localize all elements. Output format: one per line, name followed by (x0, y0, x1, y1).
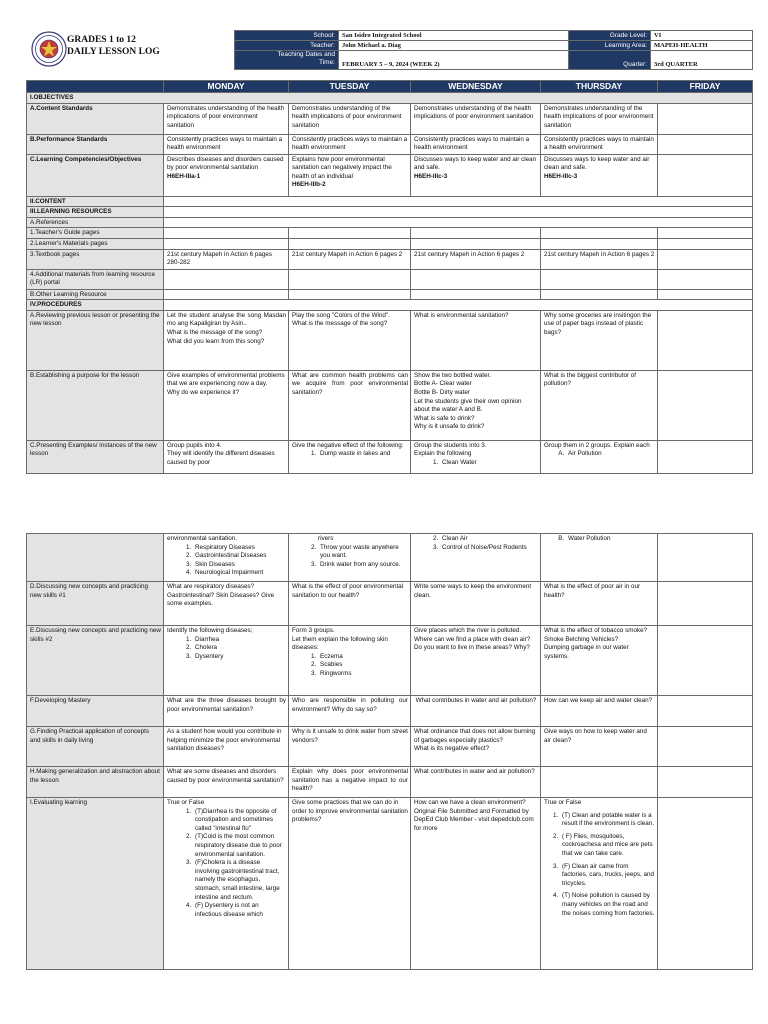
presenting-thu-list-cont: B. Water Pollution (544, 535, 655, 544)
row-label-practical: G.Finding Practical application of concepts and skills in daily living (27, 727, 164, 767)
presenting-mon: Group pupils into 4. They will identify the different diseases caused by poor (164, 440, 289, 473)
generalization-wed: What contributes in water and air pollution? (411, 767, 541, 798)
review-tue: Play the song "Colors of the Wind". What is the message of the song? (289, 310, 411, 370)
discussing2-wed: Give places which the river is polluted. Where can we find a place with clean air? Do you want to live in these areas? Why? (411, 626, 541, 696)
discussing1-tue: What is the effect of poor environmental sanitation to our health? (289, 582, 411, 626)
lesson-table-page-2 (26, 533, 753, 970)
presenting-tue-list-cont: 2. Throw your waste anywhere you want. 3. Drink water from any source. (292, 544, 408, 570)
section-procedures: IV.PROCEDURES (27, 300, 164, 311)
table-row (27, 696, 753, 727)
day-tuesday: TUESDAY (289, 81, 411, 93)
table-row (27, 103, 753, 134)
row-label-presenting-cont (27, 534, 164, 582)
competencies-wed: Discusses ways to keep water and air clean and safe. H6EH-IIIc-3 (411, 154, 541, 196)
dates-value: FEBRUARY 5 – 9, 2024 (WEEK 2) (339, 51, 569, 70)
day-header-row (27, 81, 753, 93)
content-standards-fri (658, 103, 753, 134)
mastery-thu: How can we keep air and water clean? (541, 696, 658, 727)
school-value: San Isidro Integrated School (339, 31, 569, 41)
performance-standards-wed: Consistently practices ways to maintain a health environment (411, 134, 541, 154)
content-standards-thu: Demonstrates understanding of the health implications of poor environment sanitation (541, 103, 658, 134)
presenting-wed-cont (411, 534, 541, 582)
review-wed: What is environmental sanitation? (411, 310, 541, 370)
purpose-fri (658, 370, 753, 440)
row-label-discussing1: D.Discussing new concepts and practicing new skills #1 (27, 582, 164, 626)
table-row (27, 289, 753, 300)
competencies-tue: Explains how poor environmental sanitation can negatively impact the health of an individual H6EH-IIIb-2 (289, 154, 411, 196)
presenting-tue-list: 1. Dump waste in lakes and (292, 450, 408, 459)
table-row (27, 249, 753, 269)
table-row (27, 798, 753, 970)
presenting-tue-cont: rivers 2. Throw your waste anywhere you want. 3. Drink water from any source. (289, 534, 411, 582)
table-row (27, 154, 753, 196)
title-line-2: DAILY LESSON LOG (67, 47, 160, 57)
competencies-fri (658, 154, 753, 196)
row-label-presenting: C.Presenting Examples/ instances of the new lesson (27, 440, 164, 473)
table-row (27, 310, 753, 370)
table-row (27, 626, 753, 696)
table-row (27, 300, 753, 311)
presenting-thu-list: A. Air Pollution (544, 450, 655, 459)
evaluating-wed: How can we have a clean environment? Original File Submitted and Formatted by DepEd Club Member - visit depedclub.com for more (411, 798, 541, 970)
presenting-thu-cont (541, 534, 658, 582)
row-label-additional: 4.Additional materials from learning resource (LR) portal (27, 269, 164, 289)
grade-label: Grade Level: (569, 31, 651, 41)
row-label-evaluating: I.Evaluating learning (27, 798, 164, 970)
table-row (27, 727, 753, 767)
row-label-mastery: F.Developing Mastery (27, 696, 164, 727)
presenting-wed: Group the students into 3. Explain the following 1. Clean Water (411, 440, 541, 473)
presenting-mon-list: 1. Respiratory Diseases 2. Gastrointestinal Diseases 3. Skin Diseases 4. Neurological Impairment (167, 544, 286, 578)
procedures-cell (164, 300, 753, 311)
textbook-tue: 21st century Mapeh in Action 6 pages 2 (289, 249, 411, 269)
deped-seal-icon (31, 31, 67, 67)
presenting-mon-cont: environmental sanitation. 1. Respiratory Diseases 2. Gastrointestinal Diseases 3. Skin Diseases 4. Neurological Impairment (164, 534, 289, 582)
discussing1-thu: What is the effect of poor air in our health? (541, 582, 658, 626)
discussing2-tue-list: 1. Eczema 2. Scabies 3. Ringworms (292, 653, 408, 679)
evaluating-thu: True or False 1. (T) Clean and potable water is a result if the environment is clean. 2. ( F) Flies, mosquitoes, cockroachesa and mice are pets that we can take care. 3. (F) Clean air came from factories, cars, trucks, jeeps, and tricycles. 4. (T) Noise pollution is caused by many vehicles on the road and the noises coming from factories. (541, 798, 658, 970)
info-table (234, 30, 753, 70)
quarter-label: Quarter: (569, 51, 651, 70)
evaluating-tue: Give some practices that we can do in order to improve environmental sanitation problems? (289, 798, 411, 970)
references-cell (164, 217, 753, 228)
quarter-value: 3rd QUARTER (651, 51, 753, 70)
row-label-teacher-guide: 1.Teacher's Guide pages (27, 228, 164, 239)
table-row (27, 269, 753, 289)
form-title (67, 34, 160, 58)
day-monday: MONDAY (164, 81, 289, 93)
presenting-thu: Group them in 2 groups. Explain each A. Air Pollution (541, 440, 658, 473)
section-objectives: I.OBJECTIVES (27, 93, 753, 104)
teacher-value: John Michael a. Diag (339, 41, 569, 51)
section-content: II.CONTENT (27, 196, 164, 207)
row-label-content-standards: A.Content Standards (27, 103, 164, 134)
evaluating-thu-list: 1. (T) Clean and potable water is a result if the environment is clean. 2. ( F) Flies, mosquitoes, cockroachesa and mice are pets that we can take care. 3. (F) Clean air came from factories, cars, trucks, jeeps, and tricycles. 4. (T) Noise pollution is caused by many vehicles on the road and the noises coming from factories. (544, 812, 655, 919)
table-row (27, 370, 753, 440)
evaluating-mon: True or False 1. (T)Diarrhea is the opposite of constipation and sometimes called "intestinal flu" 2. (T)Cold is the most common respiratory disease due to poor environmental sanitation. 3. (F)Cholera is a disease involving gastrointestinal tract, namely the esophagus, stomach, small intestine, large intestine and rectum. 4. (F) Dysentery is not an infectious disease which (164, 798, 289, 970)
performance-standards-fri (658, 134, 753, 154)
section-resources: III.LEARNING RESOURCES (27, 207, 164, 218)
corner-cell (27, 81, 164, 93)
review-mon: Let the student analyse the song Masdan mo ang Kapaligiran by Asin.. What is the message of the song? What did you learn from this song? (164, 310, 289, 370)
area-label: Learning Area: (569, 41, 651, 51)
grade-value: VI (651, 31, 753, 41)
review-thu: Why some groceries are insitingon the use of paper bags instead of plastic bags? (541, 310, 658, 370)
discussing2-mon: Identify the following diseases; 1. Diarrhea 2. Cholera 3. Dysentery (164, 626, 289, 696)
area-value: MAPEH-HEALTH (651, 41, 753, 51)
practical-wed: What ordinance that does not allow burning of garbages especially plastics? What is its negative effect? (411, 727, 541, 767)
textbook-fri (658, 249, 753, 269)
purpose-tue: What are common health problems can we acquire from poor environmental sanitation? (289, 370, 411, 440)
presenting-tue: Give the negative effect of the following: 1. Dump waste in lakes and (289, 440, 411, 473)
content-standards-tue: Demonstrates understanding of the health implications of poor environment sanitation (289, 103, 411, 134)
discussing2-mon-list: 1. Diarrhea 2. Cholera 3. Dysentery (167, 636, 286, 662)
content-standards-wed: Demonstrates understanding of the health implications of poor environment sanitation (411, 103, 541, 134)
row-label-purpose: B.Establishing a purpose for the lesson (27, 370, 164, 440)
day-wednesday: WEDNESDAY (411, 81, 541, 93)
table-row (27, 134, 753, 154)
presenting-fri (658, 440, 753, 473)
discussing2-thu: What is the effect of tobacco smoke? Smoke Belching Vehicles? Dumping garbage in our water systems. (541, 626, 658, 696)
day-thursday: THURSDAY (541, 81, 658, 93)
row-label-other-resource: B.Other Learning Resource (27, 289, 164, 300)
purpose-thu: What is the biggest contributor of pollution? (541, 370, 658, 440)
table-row (27, 440, 753, 473)
table-row (27, 238, 753, 249)
dates-label: Teaching Dates and Time: (235, 51, 339, 70)
mastery-wed: What contributes in water and air pollution? (411, 696, 541, 727)
content-cell (164, 196, 753, 207)
competencies-mon: Describes diseases and disorders caused by poor environmental sanitation H6EH-IIIa-1 (164, 154, 289, 196)
school-label: School: (235, 31, 339, 41)
practical-tue: Why is it unsafe to drink water from street vendors? (289, 727, 411, 767)
table-row (27, 228, 753, 239)
discussing2-tue: Form 3 groups. Let them explain the following skin diseases: 1. Eczema 2. Scabies 3. Ringworms (289, 626, 411, 696)
table-row (27, 217, 753, 228)
row-label-competencies: C.Learning Competencies/Objectives (27, 154, 164, 196)
practical-thu: Give ways on how to keep water and air clean? (541, 727, 658, 767)
discussing1-mon: What are respiratory diseases? Gastrointestinal? Skin Diseases? Give some examples. (164, 582, 289, 626)
evaluating-mon-list: 1. (T)Diarrhea is the opposite of constipation and sometimes called "intestinal flu" 2. (T)Cold is the most common respiratory disease due to poor environmental sanitation. 3. (F)Cholera is a disease involving gastrointestinal tract, namely the esophagus, stomach, small intestine, large intestine and rectum. 4. (F) Dysentery is not an infectious disease which (167, 808, 286, 920)
document-header (26, 30, 752, 70)
table-row (27, 534, 753, 582)
textbook-wed: 21st century Mapeh in Action 6 pages 2 (411, 249, 541, 269)
table-row (27, 582, 753, 626)
day-friday: FRIDAY (658, 81, 753, 93)
discussing1-wed: Write some ways to keep the environment clean. (411, 582, 541, 626)
row-label-textbook: 3.Textbook pages (27, 249, 164, 269)
generalization-tue: Explain why does poor environmental sanitation has a negative impact to our health? (289, 767, 411, 798)
presenting-wed-list: 1. Clean Water (414, 459, 538, 468)
title-line-1: GRADES 1 to 12 (67, 35, 136, 45)
row-label-discussing2: E.Discussing new concepts and practicing new skills #2 (27, 626, 164, 696)
resources-cell (164, 207, 753, 218)
mastery-tue: Who are responsible in polluting our environment? Why do say so? (289, 696, 411, 727)
performance-standards-thu: Consistently practices ways to maintain a health environment (541, 134, 658, 154)
row-label-references: A.References (27, 217, 164, 228)
presenting-wed-list-cont: 2. Clean Air 3. Control of Noise/Pest Rodents (414, 535, 538, 552)
table-row (27, 207, 753, 218)
textbook-thu: 21st century Mapeh in Action 6 pages 2 (541, 249, 658, 269)
row-label-performance-standards: B.Performance Standards (27, 134, 164, 154)
performance-standards-tue: Consistently practices ways to maintain a health environment (289, 134, 411, 154)
purpose-mon: Give examples of environmental problems that we are experiencing now a day. Why do we experience it? (164, 370, 289, 440)
teacher-label: Teacher: (235, 41, 339, 51)
purpose-wed: Show the two bottled water. Bottle A- Clear water Bottle B- Dirty water Let the students give their own opinion about the water A and B. What is safe to drink? Why is it unsafe to drink? (411, 370, 541, 440)
performance-standards-mon: Consistently practices ways to maintain a health environment (164, 134, 289, 154)
table-row (27, 93, 753, 104)
mastery-mon: What are the three diseases brought by poor environmental sanitation? (164, 696, 289, 727)
row-label-generalization: H.Making generalization and abstraction about the lesson (27, 767, 164, 798)
generalization-mon: What are some diseases and disorders caused by poor environmental sanitation? (164, 767, 289, 798)
review-fri (658, 310, 753, 370)
competencies-thu: Discusses ways to keep water and air clean and safe. H6EH-IIIc-3 (541, 154, 658, 196)
table-row (27, 196, 753, 207)
content-standards-mon: Demonstrates understanding of the health implications of poor environment sanitation (164, 103, 289, 134)
row-label-learner-materials: 2.Learner's Materials pages (27, 238, 164, 249)
lesson-table-page-1 (26, 80, 753, 474)
table-row (27, 767, 753, 798)
row-label-review: A.Reviewing previous lesson or presenting the new lesson (27, 310, 164, 370)
textbook-mon: 21st century Mapeh in Action 6 pages 280-282 (164, 249, 289, 269)
practical-mon: As a student how would you contribute in helping minimize the poor environmental sanitation diseases? (164, 727, 289, 767)
